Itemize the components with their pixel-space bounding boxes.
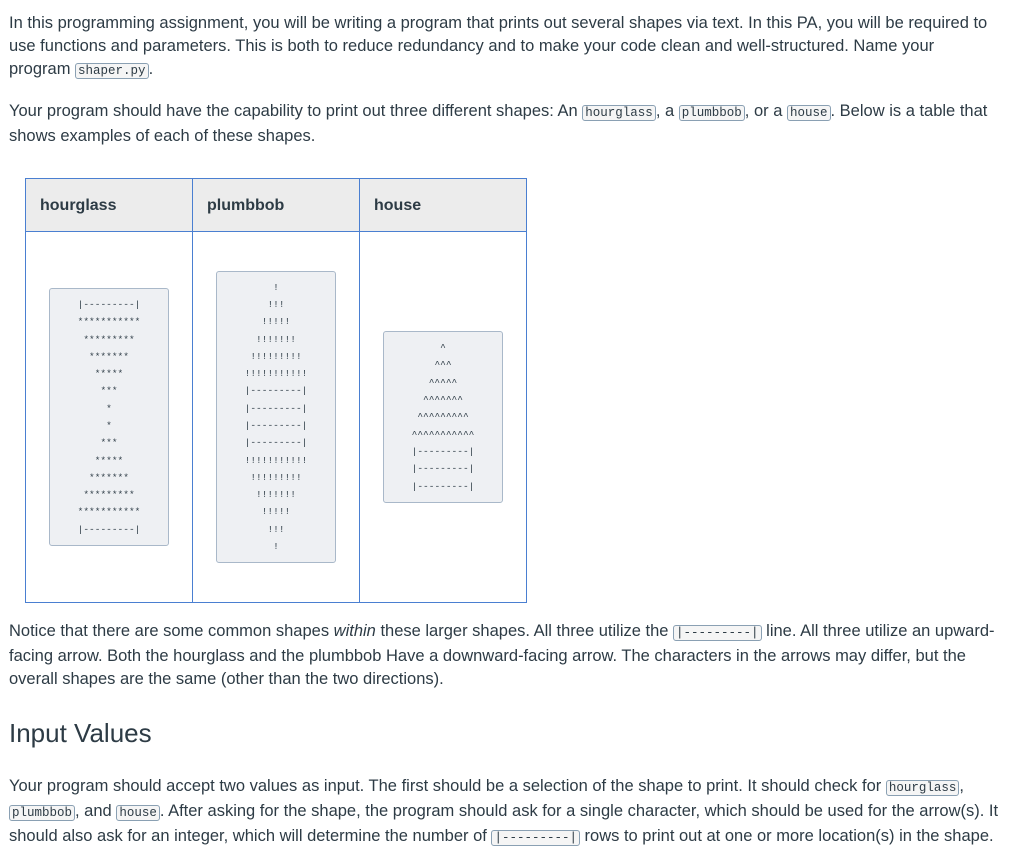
code-plumbbob-2: plumbbob xyxy=(9,805,75,821)
header-plumbbob: plumbbob xyxy=(193,179,360,232)
shapes-text-c: , or a xyxy=(744,102,783,120)
table-header-row xyxy=(26,179,527,232)
notice-paragraph xyxy=(9,620,999,691)
code-line-2: |---------| xyxy=(491,830,580,846)
plumbbob-art: ! !!! !!!!! !!!!!!! !!!!!!!!! !!!!!!!!!!! |---------| |---------| |---------| |---------| !!!!!!!!!!! !!!!!!!!! !!!!!!! !!!!! !!! ! xyxy=(244,281,308,553)
code-house-2: house xyxy=(116,805,160,821)
notice-emphasis: within xyxy=(333,622,376,640)
input-paragraph xyxy=(9,775,999,850)
filename-code: shaper.py xyxy=(75,63,149,79)
code-hourglass: hourglass xyxy=(582,105,656,121)
header-house: house xyxy=(360,179,527,232)
shapes-text-a: Your program should have the capability to print out three different shapes: An xyxy=(9,102,578,120)
shapes-paragraph xyxy=(9,100,999,148)
cell-plumbbob xyxy=(193,232,360,603)
table-row xyxy=(26,232,527,603)
hourglass-code-block xyxy=(49,288,169,546)
house-art: ^ ^^^ ^^^^^ ^^^^^^^ ^^^^^^^^^ ^^^^^^^^^^^ |---------| |---------| |---------| xyxy=(411,342,475,492)
input-text-d: . After asking for the shape, the program should ask for a single character, which should be used for the arrow(s). It should also ask for an integer, which will determine the number of xyxy=(9,802,999,845)
input-text-b: , xyxy=(959,777,964,795)
house-code-block xyxy=(383,331,503,503)
intro-period: . xyxy=(148,60,154,78)
cell-house xyxy=(360,232,527,603)
shapes-table xyxy=(25,178,527,603)
hourglass-art: |---------| *********** ********* ******* ***** *** * * *** ***** ******* ********* *********** |---------| xyxy=(77,298,141,535)
notice-text-a: Notice that there are some common shapes xyxy=(9,622,334,640)
input-text-c: , and xyxy=(75,802,112,820)
code-line: |---------| xyxy=(673,625,762,641)
notice-text-c: line. All three utilize an upward-facing arrow. Both the hourglass and the plumbbob Have a downward-facing arrow. The characters in the arrows may differ, but the overall shapes are the same (other than the two directions). xyxy=(9,622,995,688)
cell-hourglass xyxy=(26,232,193,603)
section-heading: Input Values xyxy=(9,718,152,748)
intro-paragraph xyxy=(9,12,999,83)
code-hourglass-2: hourglass xyxy=(886,780,960,796)
plumbbob-code-block xyxy=(216,271,336,564)
intro-text: In this programming assignment, you will be writing a program that prints out several shapes via text. In this PA, you will be required to use functions and parameters. This is both to reduce redundancy and to make your code clean and well-structured. Name your program xyxy=(9,14,988,78)
notice-text-b: these larger shapes. All three utilize the xyxy=(375,622,669,640)
code-plumbbob: plumbbob xyxy=(679,105,745,121)
input-text-a: Your program should accept two values as input. The first should be a selection of the shape to print. It should check for xyxy=(9,777,882,795)
shapes-text-b: , a xyxy=(655,102,675,120)
header-hourglass: hourglass xyxy=(26,179,193,232)
input-text-e: rows to print out at one or more location(s) in the shape. xyxy=(579,827,994,845)
shapes-text-d: . Below is a table that shows examples of each of these shapes. xyxy=(9,102,988,145)
code-house: house xyxy=(787,105,831,121)
